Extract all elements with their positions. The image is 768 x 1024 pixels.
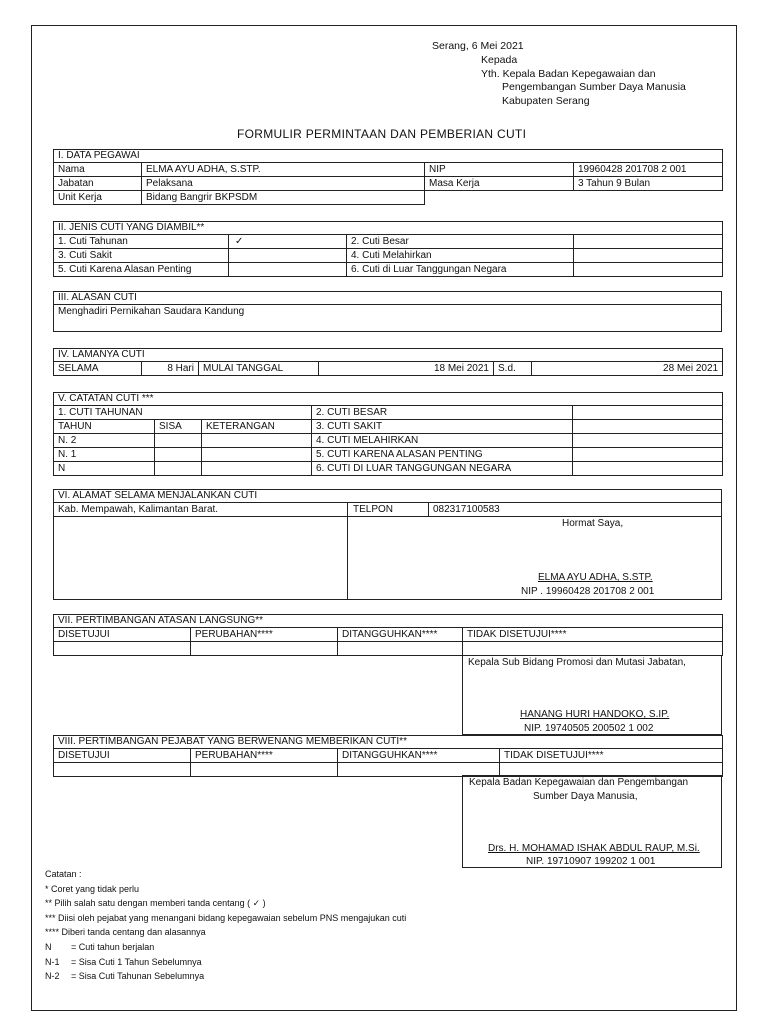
nip-label: NIP xyxy=(425,163,574,177)
pejabat-tidak-disetujui-header: TIDAK DISETUJUI**** xyxy=(500,749,723,763)
cuti-melahirkan-label: 4. CUTI MELAHIRKAN xyxy=(312,434,573,448)
unit-kerja-label: Unit Kerja xyxy=(54,191,142,205)
section-heading: VIII. PERTIMBANGAN PEJABAT YANG BERWENANG MEMBERIKAN CUTI** xyxy=(54,736,723,749)
pemohon-nip: NIP . 19960428 201708 2 001 xyxy=(521,586,655,597)
tahun-n: N xyxy=(54,462,155,476)
yth-line1: Yth. Kepala Badan Kepegawaian dan xyxy=(481,68,656,80)
atasan-perubahan-header: PERUBAHAN**** xyxy=(191,628,338,642)
cuti-alasan-penting-option: 5. Cuti Karena Alasan Penting xyxy=(54,263,229,277)
jenis-cuti-table xyxy=(53,221,723,277)
place-date: Serang, 6 Mei 2021 xyxy=(432,40,524,52)
tanggal-selesai: 28 Mei 2021 xyxy=(532,362,723,376)
tahun-n1: N. 1 xyxy=(54,448,155,462)
section-heading: IV. LAMANYA CUTI xyxy=(54,349,723,362)
tanggal-mulai: 18 Mei 2021 xyxy=(319,362,494,376)
section-heading: V. CATATAN CUTI *** xyxy=(54,393,723,406)
sisa-header: SISA xyxy=(155,420,202,434)
cuti-tahunan-option: 1. Cuti Tahunan xyxy=(54,235,229,249)
pejabat-name: Drs. H. MOHAMAD ISHAK ABDUL RAUP, M.Si. xyxy=(488,843,700,854)
pejabat-signature-box xyxy=(462,775,722,868)
masa-kerja-label: Masa Kerja xyxy=(425,177,574,191)
atasan-disetujui-header: DISETUJUI xyxy=(54,628,191,642)
telpon-value[interactable]: 082317100583 xyxy=(433,504,500,515)
cuti-besar-option: 2. Cuti Besar xyxy=(347,235,574,249)
note-legend: N-2 = Sisa Cuti Tahunan Sebelumnya xyxy=(45,971,205,982)
keterangan-n1[interactable] xyxy=(202,448,312,462)
cuti-melahirkan-checkbox[interactable] xyxy=(574,249,723,263)
nama-label: Nama xyxy=(54,163,142,177)
pejabat-ditangguhkan-header: DITANGGUHKAN**** xyxy=(338,749,500,763)
selama-label: SELAMA xyxy=(54,362,142,376)
kepada: Kepada xyxy=(481,54,518,66)
sd-label: S.d. xyxy=(494,362,532,376)
note-legend: N = Cuti tahun berjalan xyxy=(45,941,155,952)
sisa-n1[interactable] xyxy=(155,448,202,462)
pejabat-title-2: Sumber Daya Manusia, xyxy=(533,791,638,802)
notes-heading: Catatan : xyxy=(45,869,82,879)
data-pegawai-table xyxy=(53,149,723,205)
cuti-melahirkan-option: 4. Cuti Melahirkan xyxy=(347,249,574,263)
pejabat-disetujui-header: DISETUJUI xyxy=(54,749,191,763)
atasan-perubahan-cell[interactable] xyxy=(191,642,338,656)
keterangan-n[interactable] xyxy=(202,462,312,476)
pejabat-perubahan-cell[interactable] xyxy=(191,763,338,777)
cuti-luar-tanggungan-checkbox[interactable] xyxy=(574,263,723,277)
masa-kerja-value: 3 Tahun 9 Bulan xyxy=(574,177,723,191)
sisa-n[interactable] xyxy=(155,462,202,476)
tahun-header: TAHUN xyxy=(54,420,155,434)
yth-line2: Pengembangan Sumber Daya Manusia xyxy=(502,81,686,93)
cuti-luar-tanggungan-label: 6. CUTI DI LUAR TANGGUNGAN NEGARA xyxy=(312,462,573,476)
note-line: **** Diberi tanda centang dan alasannya xyxy=(45,927,206,938)
cuti-alasan-penting-checkbox[interactable] xyxy=(229,263,347,277)
section-heading: VI. ALAMAT SELAMA MENJALANKAN CUTI xyxy=(58,490,258,501)
note-line: *** Diisi oleh pejabat yang menangani bidang kepegawaian sebelum PNS mengajukan cuti xyxy=(45,912,407,923)
jabatan-value: Pelaksana xyxy=(142,177,425,191)
mulai-tanggal-label: MULAI TANGGAL xyxy=(199,362,319,376)
telpon-label: TELPON xyxy=(353,504,394,515)
nama-value: ELMA AYU ADHA, S.STP. xyxy=(142,163,425,177)
cuti-alasan-penting-label: 5. CUTI KARENA ALASAN PENTING xyxy=(312,448,573,462)
check-icon: ✓ xyxy=(235,235,244,247)
note-legend: N-1 = Sisa Cuti 1 Tahun Sebelumnya xyxy=(45,956,202,967)
atasan-table xyxy=(53,614,723,656)
pejabat-perubahan-header: PERUBAHAN**** xyxy=(191,749,338,763)
atasan-nip: NIP. 19740505 200502 1 002 xyxy=(524,723,654,734)
cuti-sakit-note[interactable] xyxy=(573,420,723,434)
lamanya-cuti-table xyxy=(53,348,723,376)
cuti-sakit-checkbox[interactable] xyxy=(229,249,347,263)
cuti-besar-label: 2. CUTI BESAR xyxy=(312,406,573,420)
jabatan-label: Jabatan xyxy=(54,177,142,191)
note-line: ** Pilih salah satu dengan memberi tanda centang ( ✓ ) xyxy=(45,898,266,909)
catatan-notes xyxy=(45,867,406,984)
pejabat-disetujui-cell[interactable] xyxy=(54,763,191,777)
pemohon-name: ELMA AYU ADHA, S.STP. xyxy=(538,572,653,583)
section-heading: VII. PERTIMBANGAN ATASAN LANGSUNG** xyxy=(54,615,723,628)
section-heading: II. JENIS CUTI YANG DIAMBIL** xyxy=(54,222,723,235)
atasan-name: HANANG HURI HANDOKO, S.IP. xyxy=(520,709,670,720)
section-heading: III. ALASAN CUTI xyxy=(58,292,137,303)
atasan-tidak-disetujui-header: TIDAK DISETUJUI**** xyxy=(463,628,723,642)
alamat-value[interactable]: Kab. Mempawah, Kalimantan Barat. xyxy=(58,504,219,515)
page-title: FORMULIR PERMINTAAN DAN PEMBERIAN CUTI xyxy=(237,127,527,141)
sisa-n2[interactable] xyxy=(155,434,202,448)
cuti-melahirkan-note[interactable] xyxy=(573,434,723,448)
keterangan-header: KETERANGAN xyxy=(202,420,312,434)
hormat-saya: Hormat Saya, xyxy=(562,518,624,529)
cuti-sakit-label: 3. CUTI SAKIT xyxy=(312,420,573,434)
cuti-luar-tanggungan-note[interactable] xyxy=(573,462,723,476)
note-line: * Coret yang tidak perlu xyxy=(45,883,140,894)
alasan-cuti-text[interactable]: Menghadiri Pernikahan Saudara Kandung xyxy=(58,306,245,317)
pejabat-table xyxy=(53,735,723,777)
section-heading: I. DATA PEGAWAI xyxy=(54,150,723,163)
atasan-ditangguhkan-cell[interactable] xyxy=(338,642,463,656)
pejabat-nip: NIP. 19710907 199202 1 001 xyxy=(526,856,656,867)
cuti-alasan-penting-note[interactable] xyxy=(573,448,723,462)
atasan-ditangguhkan-header: DITANGGUHKAN**** xyxy=(338,628,463,642)
cuti-tahunan-label: 1. CUTI TAHUNAN xyxy=(54,406,312,420)
atasan-disetujui-cell[interactable] xyxy=(54,642,191,656)
cuti-besar-note[interactable] xyxy=(573,406,723,420)
cuti-besar-checkbox[interactable] xyxy=(574,235,723,249)
jumlah-hari: 8 Hari xyxy=(142,362,199,376)
cuti-tahunan-checkbox[interactable] xyxy=(229,235,347,249)
pejabat-title-1: Kepala Badan Kepegawaian dan Pengembangan xyxy=(469,777,689,788)
yth-line3: Kabupaten Serang xyxy=(502,95,590,107)
cuti-sakit-option: 3. Cuti Sakit xyxy=(54,249,229,263)
atasan-tidak-disetujui-cell[interactable] xyxy=(463,642,723,656)
unit-kerja-value: Bidang Bangrir BKPSDM xyxy=(142,191,425,205)
tahun-n2: N. 2 xyxy=(54,434,155,448)
cuti-luar-tanggungan-option: 6. Cuti di Luar Tanggungan Negara xyxy=(347,263,574,277)
keterangan-n2[interactable] xyxy=(202,434,312,448)
catatan-cuti-table xyxy=(53,392,723,476)
atasan-title: Kepala Sub Bidang Promosi dan Mutasi Jabatan, xyxy=(468,657,686,668)
nip-value: 19960428 201708 2 001 xyxy=(574,163,723,177)
